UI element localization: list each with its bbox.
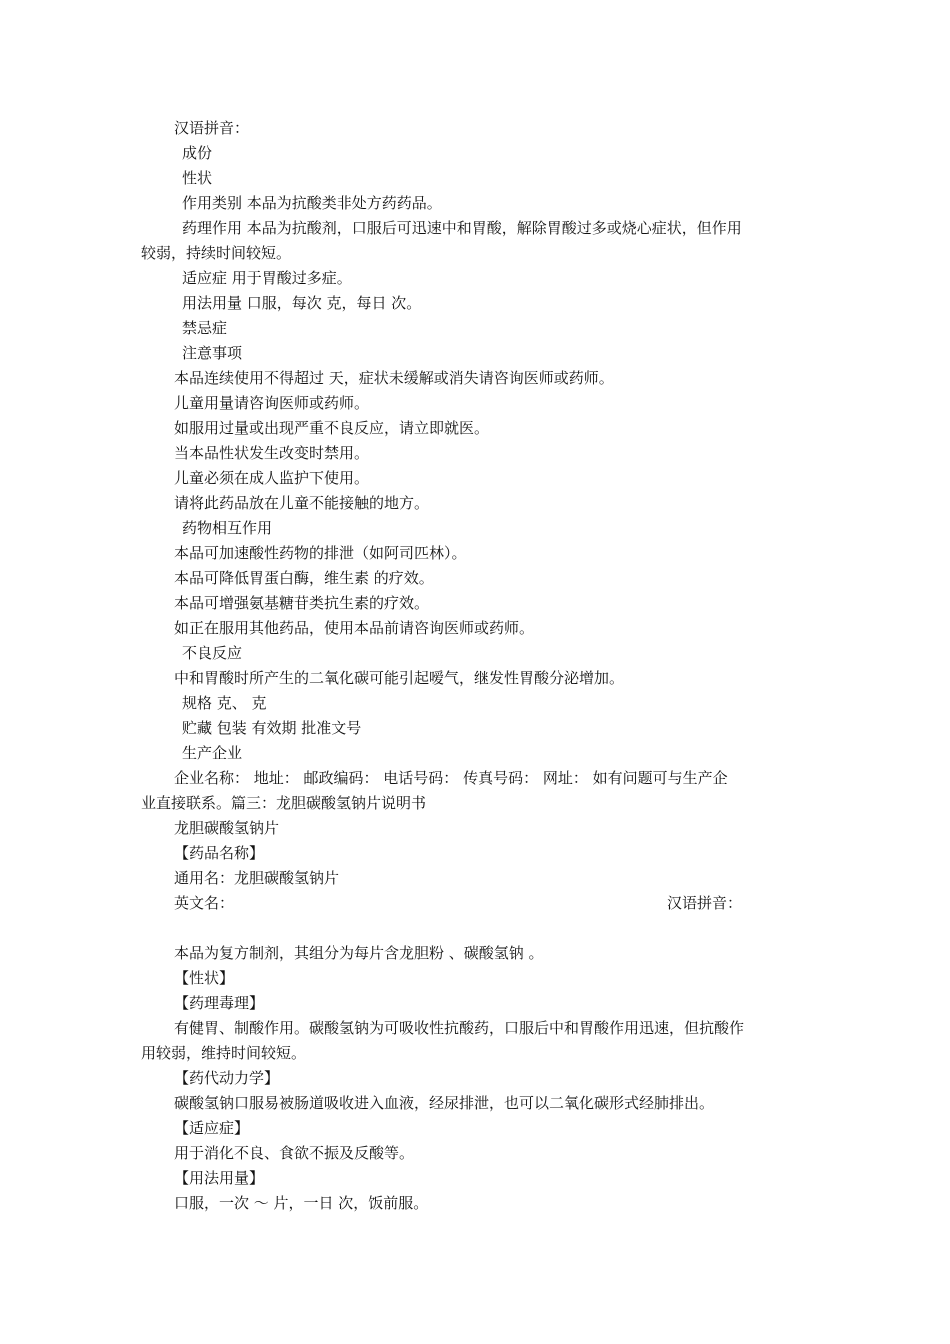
section-indications: 【适应症】 [174, 1119, 250, 1137]
manufacturer-heading: 生产企业 [182, 744, 243, 762]
product-title: 龙胆碳酸氢钠片 [174, 819, 280, 837]
pharmacology-text-cont: 用较弱，维持时间较短。 [141, 1044, 307, 1062]
adverse-heading: 不良反应 [182, 644, 243, 662]
category-line: 作用类别 本品为抗酸类非处方药药品。 [182, 194, 442, 212]
interaction-item: 本品可增强氨基糖苷类抗生素的疗效。 [174, 594, 430, 612]
storage-package-line: 贮藏 包装 有效期 批准文号 [182, 719, 362, 737]
precaution-item: 儿童用量请咨询医师或药师。 [174, 394, 370, 412]
precaution-item: 请将此药品放在儿童不能接触的地方。 [174, 494, 430, 512]
generic-name: 通用名：龙胆碳酸氢钠片 [174, 869, 340, 887]
pinyin-label-2: 汉语拼音： [667, 894, 743, 912]
specification-line: 规格 克、 克 [182, 694, 267, 712]
precaution-item: 儿童必须在成人监护下使用。 [174, 469, 370, 487]
pharmacokinetics-text: 碳酸氢钠口服易被肠道吸收进入血液，经尿排泄，也可以二氧化碳形式经肺排出。 [174, 1094, 715, 1112]
interaction-item: 本品可降低胃蛋白酶，维生素 的疗效。 [174, 569, 434, 587]
english-name-label: 英文名： [174, 894, 235, 912]
dosage-text: 口服，一次 ～ 片，一日 次，饭前服。 [174, 1194, 429, 1212]
precaution-item: 本品连续使用不得超过 天，症状未缓解或消失请咨询医师或药师。 [174, 369, 614, 387]
pinyin-label: 汉语拼音： [174, 119, 250, 137]
composition-heading: 成份 [182, 144, 213, 162]
indications-text: 用于消化不良、食欲不振及反酸等。 [174, 1144, 415, 1162]
manufacturer-info: 企业名称： 地址： 邮政编码： 电话号码： 传真号码： 网址： 如有问题可与生产企 [174, 769, 728, 787]
section-drug-name: 【药品名称】 [174, 844, 265, 862]
interaction-item: 本品可加速酸性药物的排泄（如阿司匹林）。 [174, 544, 467, 562]
composition-text: 本品为复方制剂，其组分为每片含龙胆粉 、碳酸氢钠 。 [174, 944, 544, 962]
precaution-item: 如服用过量或出现严重不良反应，请立即就医。 [174, 419, 490, 437]
pharmacology-line: 药理作用 本品为抗酸剂，口服后可迅速中和胃酸，解除胃酸过多或烧心症状，但作用 [182, 219, 742, 237]
interaction-item: 如正在服用其他药品，使用本品前请咨询医师或药师。 [174, 619, 535, 637]
dosage-line: 用法用量 口服，每次 克，每日 次。 [182, 294, 422, 312]
adverse-item: 中和胃酸时所产生的二氧化碳可能引起嗳气，继发性胃酸分泌增加。 [174, 669, 625, 687]
interactions-heading: 药物相互作用 [182, 519, 273, 537]
precautions-heading: 注意事项 [182, 344, 243, 362]
indication-line: 适应症 用于胃酸过多症。 [182, 269, 352, 287]
manufacturer-info-cont: 业直接联系。篇三：龙胆碳酸氢钠片说明书 [141, 794, 427, 812]
section-dosage: 【用法用量】 [174, 1169, 265, 1187]
section-character: 【性状】 [174, 969, 235, 987]
section-pharmacology: 【药理毒理】 [174, 994, 265, 1012]
pharmacology-line-cont: 较弱，持续时间较短。 [141, 244, 292, 262]
character-heading: 性状 [182, 169, 213, 187]
pharmacology-text: 有健胃、制酸作用。碳酸氢钠为可吸收性抗酸药，口服后中和胃酸作用迅速，但抗酸作 [174, 1019, 745, 1037]
precaution-item: 当本品性状发生改变时禁用。 [174, 444, 370, 462]
section-pharmacokinetics: 【药代动力学】 [174, 1069, 280, 1087]
contraindication-heading: 禁忌症 [182, 319, 228, 337]
